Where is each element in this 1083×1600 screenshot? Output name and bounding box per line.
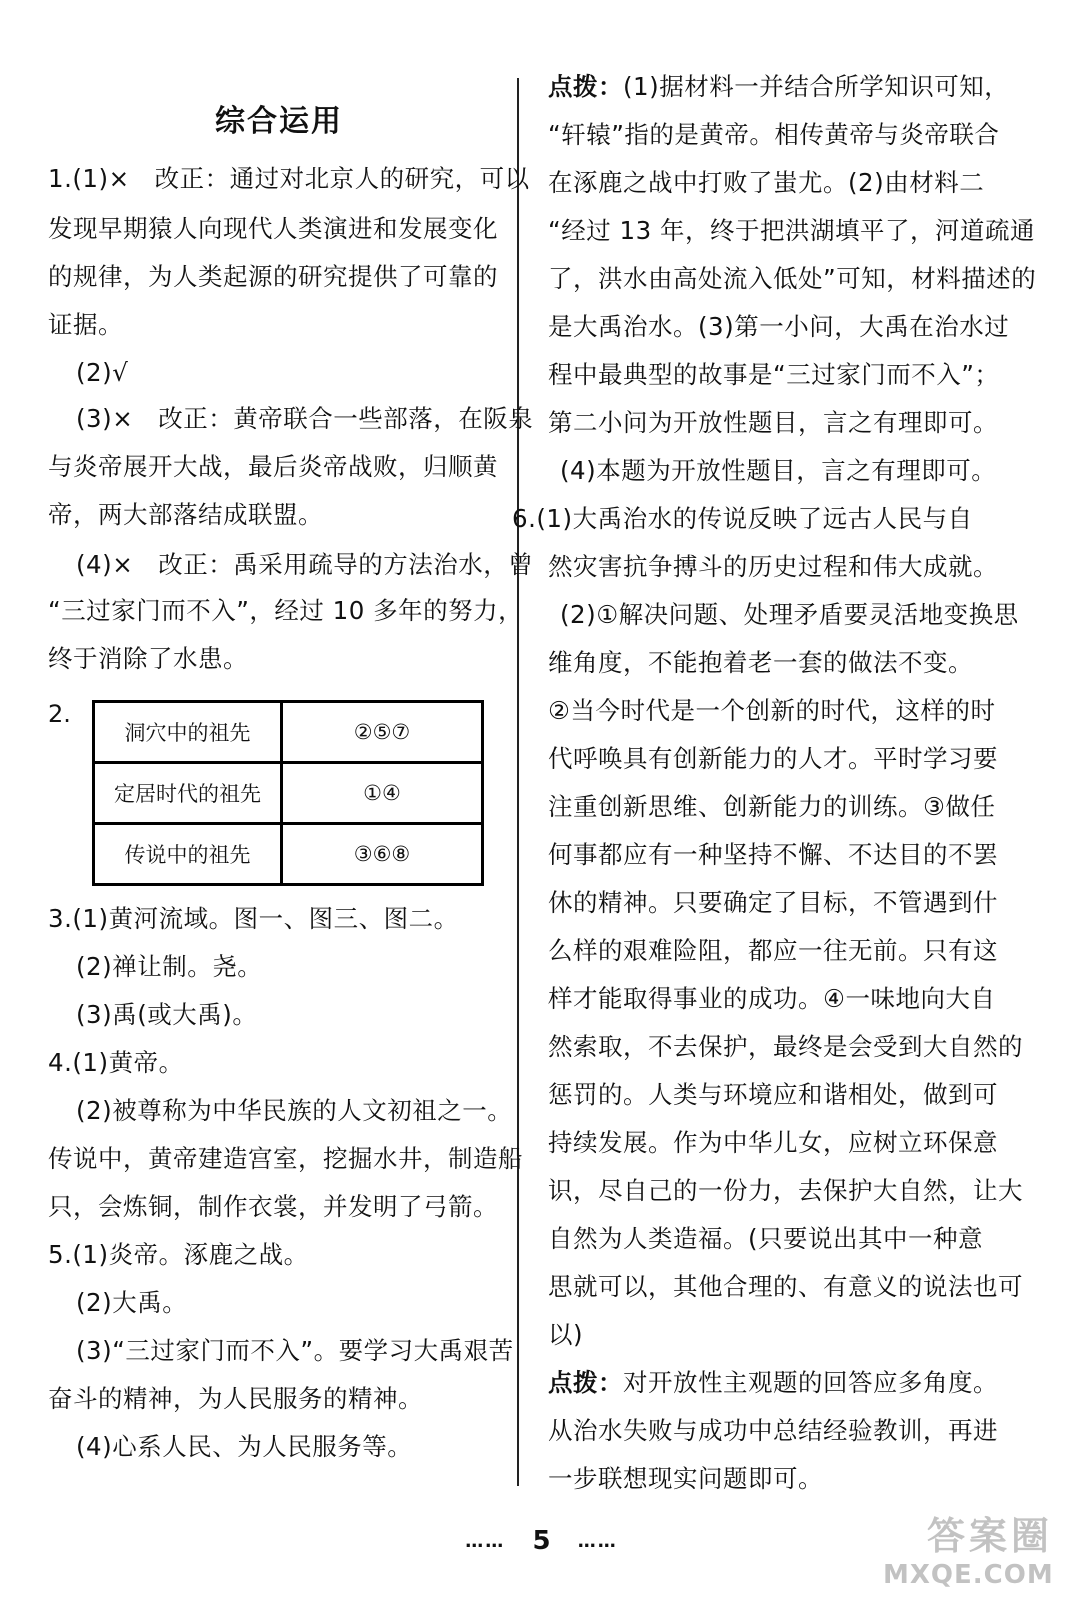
ancestors-table: [92, 700, 484, 886]
text-line: [548, 552, 998, 582]
text-line: [76, 1288, 187, 1318]
question-2-label: 2.: [48, 700, 71, 728]
text-line: [48, 1192, 498, 1222]
text-content: 1.(1)× 改正：通过对北京人的研究，可以: [48, 164, 530, 193]
text-content: 以): [548, 1320, 584, 1349]
text-content: 注重创新思维、创新能力的训练。③做任: [548, 792, 996, 821]
watermark-logo: [883, 1505, 1054, 1590]
text-line: [76, 550, 533, 580]
text-line: [76, 1000, 257, 1030]
text-content: (1)据材料一并结合所学知识可知，: [623, 72, 1010, 101]
text-content: “三过家门而不入”，经过 10 多年的努力，: [48, 596, 524, 625]
text-content: 证据。: [48, 310, 123, 339]
table-cell-label: 传说中的祖先: [94, 824, 282, 885]
text-line: [560, 456, 996, 486]
text-line: [548, 264, 1036, 294]
text-content: 发现早期猿人向现代人类演进和发展变化: [48, 214, 498, 243]
text-content: 只，会炼铜，制作衣裳，并发明了弓箭。: [48, 1192, 498, 1221]
text-content: 么样的艰难险阻，都应一往无前。只有这: [548, 936, 998, 965]
watermark-text: 答案圈: [926, 1514, 1053, 1558]
text-content: 的规律，为人类起源的研究提供了可靠的: [48, 262, 498, 291]
text-line: [76, 1096, 512, 1126]
text-content: (2)①解决问题、处理矛盾要灵活地变换思: [560, 600, 1019, 629]
text-content: (2)√: [76, 358, 129, 387]
text-content: 4.(1)黄帝。: [48, 1048, 184, 1077]
text-line: [548, 120, 999, 150]
text-line: [548, 792, 995, 822]
column-divider: [517, 78, 519, 1486]
text-content: 奋斗的精神，为人民服务的精神。: [48, 1384, 423, 1413]
text-content: 自然为人类造福。(只要说出其中一种意: [548, 1224, 984, 1253]
table-row: [94, 763, 483, 824]
text-line: [48, 904, 459, 934]
text-content: 了，洪水由高处流入低处”可知，材料描述的: [548, 264, 1037, 293]
text-content: (2)大禹。: [76, 1288, 188, 1317]
text-line: [48, 214, 498, 244]
watermark-url: MXQE.COM: [883, 1560, 1054, 1590]
text-line: [48, 1048, 184, 1078]
text-line: [48, 262, 498, 292]
text-line: [48, 596, 523, 626]
text-line: [48, 1384, 423, 1414]
text-line: [76, 1432, 412, 1462]
text-line: [548, 1224, 983, 1254]
table-row: [94, 702, 483, 763]
text-content: 对开放性主观题的回答应多角度。: [623, 1368, 998, 1397]
text-line: [76, 952, 262, 982]
text-line: [548, 1464, 823, 1494]
text-content: (4)心系人民、为人民服务等。: [76, 1432, 413, 1461]
text-content: 识，尽自己的一份力，去保护大自然，让大: [548, 1176, 1023, 1205]
text-line: [48, 164, 530, 194]
text-line: [548, 1128, 998, 1158]
text-content: (4)× 改正：禹采用疏导的方法治水，曾: [76, 550, 534, 579]
text-line: [548, 168, 984, 198]
text-line: [548, 1032, 1023, 1062]
text-content: 5.(1)炎帝。涿鹿之战。: [48, 1240, 309, 1269]
text-content: 在涿鹿之战中打败了蚩尤。(2)由材料二: [548, 168, 985, 197]
text-line: [548, 1416, 998, 1446]
text-content: (4)本题为开放性题目，言之有理即可。: [560, 456, 997, 485]
text-content: “经过 13 年，终于把洪湖填平了，河道疏通: [548, 216, 1035, 245]
text-content: 6.(1)大禹治水的传说反映了远古人民与自: [512, 504, 973, 533]
text-content: 3.(1)黄河流域。图一、图三、图二。: [48, 904, 459, 933]
text-content: 传说中，黄帝建造宫室，挖掘水井，制造船: [48, 1144, 523, 1173]
text-content: 一步联想现实问题即可。: [548, 1464, 823, 1493]
footer-dots-left: ……: [465, 1531, 506, 1552]
text-line: [76, 404, 533, 434]
hint-label: 点拨：: [548, 72, 623, 101]
text-line: [548, 1272, 1023, 1302]
text-line: [48, 500, 323, 530]
text-line: [548, 1080, 998, 1110]
text-line: [548, 1368, 998, 1398]
text-content: 终于消除了水患。: [48, 644, 248, 673]
table-cell-value: ①④: [282, 763, 483, 824]
text-content: 帝，两大部落结成联盟。: [48, 500, 323, 529]
text-content: (3)禹(或大禹)。: [76, 1000, 258, 1029]
text-content: 思就可以，其他合理的、有意义的说法也可: [548, 1272, 1023, 1301]
text-line: [48, 644, 248, 674]
text-content: (2)禅让制。尧。: [76, 952, 263, 981]
text-content: 样才能取得事业的成功。④一味地向大自: [548, 984, 996, 1013]
text-line: [548, 840, 998, 870]
text-content: ②当今时代是一个创新的时代，这样的时: [548, 696, 996, 725]
text-line: [548, 1320, 583, 1350]
table-cell-value: ②⑤⑦: [282, 702, 483, 763]
text-content: 休的精神。只要确定了目标，不管遇到什: [548, 888, 998, 917]
text-content: “轩辕”指的是黄帝。相传黄帝与炎帝联合: [548, 120, 1000, 149]
text-content: 程中最典型的故事是“三过家门而不入”；: [548, 360, 1000, 389]
text-content: 代呼唤具有创新能力的人才。平时学习要: [548, 744, 998, 773]
text-line: [548, 744, 998, 774]
text-line: [548, 360, 999, 390]
table-row: [94, 824, 483, 885]
text-content: 第二小问为开放性题目，言之有理即可。: [548, 408, 998, 437]
page-number: 5: [532, 1526, 551, 1556]
text-line: [548, 696, 995, 726]
text-line: [548, 312, 1009, 342]
hint-label: 点拨：: [548, 1368, 623, 1397]
text-line: [548, 936, 998, 966]
text-line: [48, 1240, 309, 1270]
text-content: 持续发展。作为中华儿女，应树立环保意: [548, 1128, 998, 1157]
footer-dots-right: ……: [577, 1531, 618, 1552]
text-content: 何事都应有一种坚持不懈、不达目的不罢: [548, 840, 998, 869]
text-line: [548, 1176, 1023, 1206]
text-line: [548, 888, 998, 918]
text-line: [48, 310, 123, 340]
text-line: [548, 408, 998, 438]
text-line: [48, 452, 498, 482]
text-line: [76, 358, 128, 388]
text-content: 是大禹治水。(3)第一小问，大禹在治水过: [548, 312, 1010, 341]
text-content: 与炎帝展开大战，最后炎帝战败，归顺黄: [48, 452, 498, 481]
text-content: 然索取，不去保护，最终是会受到大自然的: [548, 1032, 1023, 1061]
text-line: [548, 984, 995, 1014]
text-line: [548, 216, 1035, 246]
section-title: 综合运用: [215, 104, 343, 139]
text-content: 然灾害抗争搏斗的历史过程和伟大成就。: [548, 552, 998, 581]
text-line: [48, 1144, 523, 1174]
text-content: (3)× 改正：黄帝联合一些部落，在阪泉: [76, 404, 534, 433]
table-cell-value: ③⑥⑧: [282, 824, 483, 885]
text-line: [548, 72, 1009, 102]
text-content: (2)被尊称为中华民族的人文初祖之一。: [76, 1096, 513, 1125]
text-content: 惩罚的。人类与环境应和谐相处，做到可: [548, 1080, 998, 1109]
text-line: [76, 1336, 514, 1366]
table-cell-label: 定居时代的祖先: [94, 763, 282, 824]
text-line: [512, 504, 973, 534]
text-content: 维角度，不能抱着老一套的做法不变。: [548, 648, 973, 677]
text-line: [548, 648, 973, 678]
table-cell-label: 洞穴中的祖先: [94, 702, 282, 763]
text-line: [560, 600, 1019, 630]
text-content: (3)“三过家门而不入”。要学习大禹艰苦: [76, 1336, 514, 1365]
text-content: 从治水失败与成功中总结经验教训，再进: [548, 1416, 998, 1445]
